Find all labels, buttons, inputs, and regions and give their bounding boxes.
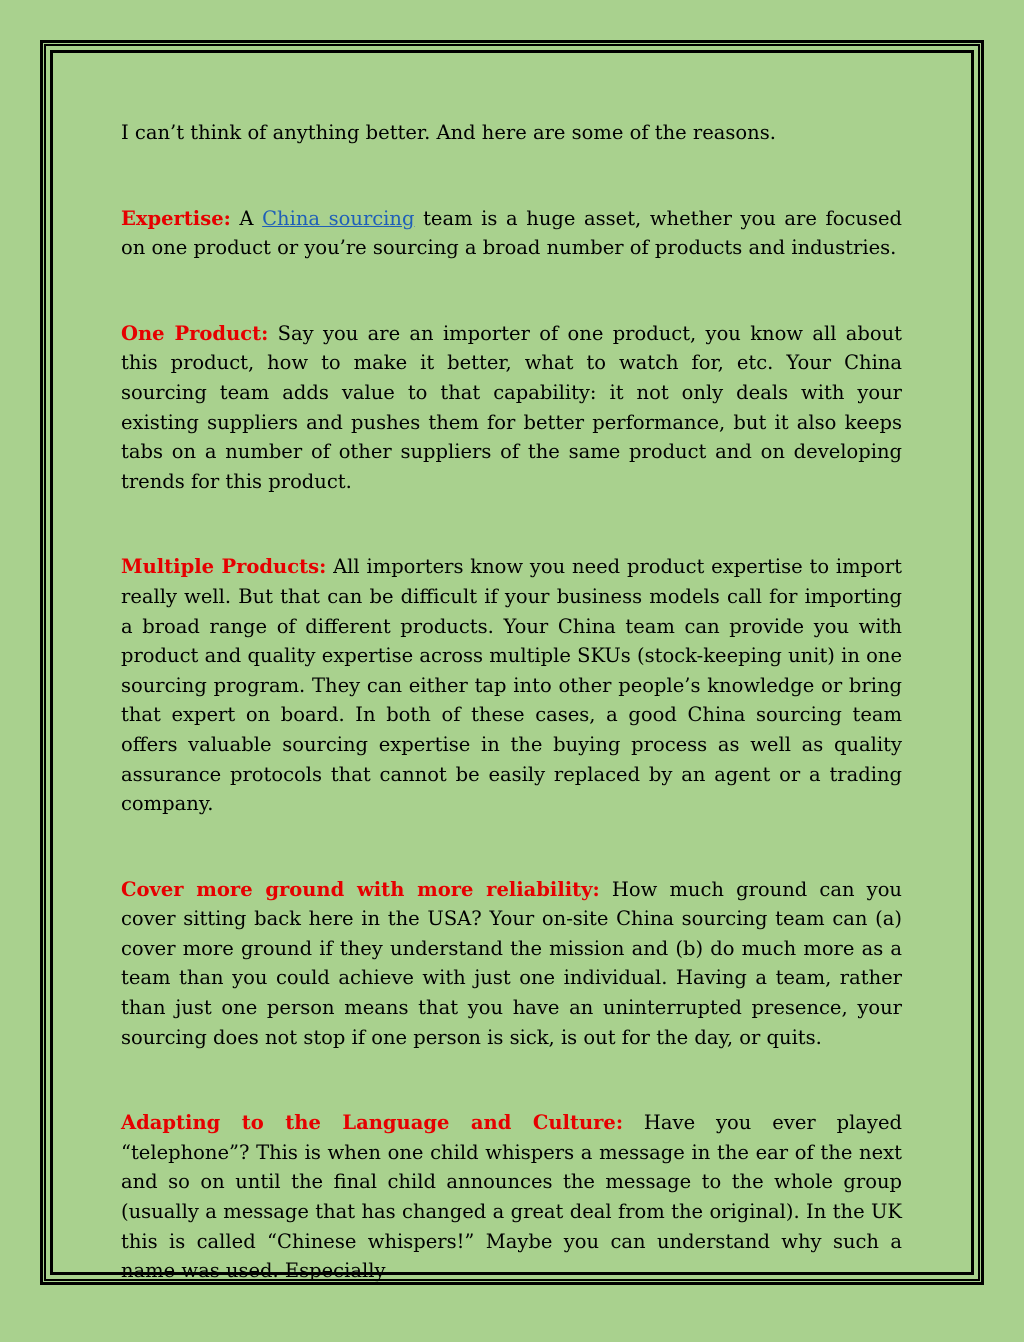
paragraph-expertise [121, 204, 902, 263]
paragraph-cover-more-ground [121, 875, 902, 1053]
expertise-body: team is a huge asset, whether you are focused on one product or you’re sourcing a broad number of products and industries. [121, 206, 902, 260]
heading-language-culture: Adapting to the Language and Culture: [121, 1111, 624, 1135]
heading-expertise: Expertise: [121, 206, 231, 230]
paragraph-language-culture [121, 1108, 902, 1286]
language-culture-body: Have you ever played “telephone”? This is when one child whispers a message in the ear of the next and so on until the final child announces the message to the whole group (usually a message that has changed a great deal from the original). In the UK this is called “Chinese whispers!” Maybe you can understand why such a name was used. Especially [121, 1111, 902, 1283]
one-product-body: Say you are an importer of one product, you know all about this product, how to make it better, what to watch for, etc. Your China sourcing team adds value to that capability: it not only deals with your existing suppliers and pushes them for better performance, but it also keeps tabs on a number of other suppliers of the same product and on developing trends for this product. [121, 321, 902, 493]
cover-more-ground-body: How much ground can you cover sitting back here in the USA? Your on-site China sourcing team can (a) cover more ground if they understand the mission and (b) do much more as a team than you could achieve with just one individual. Having a team, rather than just one person means that you have an uninterrupted presence, your sourcing does not stop if one person is sick, is out for the day, or quits. [121, 877, 902, 1049]
paragraph-multiple-products [121, 552, 902, 818]
expertise-pre-link: A [230, 206, 263, 230]
heading-one-product: One Product: [121, 321, 269, 345]
document-body [121, 118, 902, 1342]
heading-cover-more-ground: Cover more ground with more reliability: [121, 877, 600, 901]
heading-multiple-products: Multiple Products: [121, 555, 327, 579]
intro-paragraph: I can’t think of anything better. And here are some of the reasons. [121, 121, 776, 144]
china-sourcing-link[interactable]: China sourcing [262, 206, 415, 230]
multiple-products-body: All importers know you need product expertise to import really well. But that can be difficult if your business models call for importing a broad range of different products. Your China team can provide you with product and quality expertise across multiple SKUs (stock-keeping unit) in one sourcing program. They can either tap into other people’s knowledge or bring that expert on board. In both of these cases, a good China sourcing team offers valuable sourcing expertise in the buying process as well as quality assurance protocols that cannot be easily replaced by an agent or a trading company. [121, 555, 902, 816]
paragraph-one-product [121, 319, 902, 497]
